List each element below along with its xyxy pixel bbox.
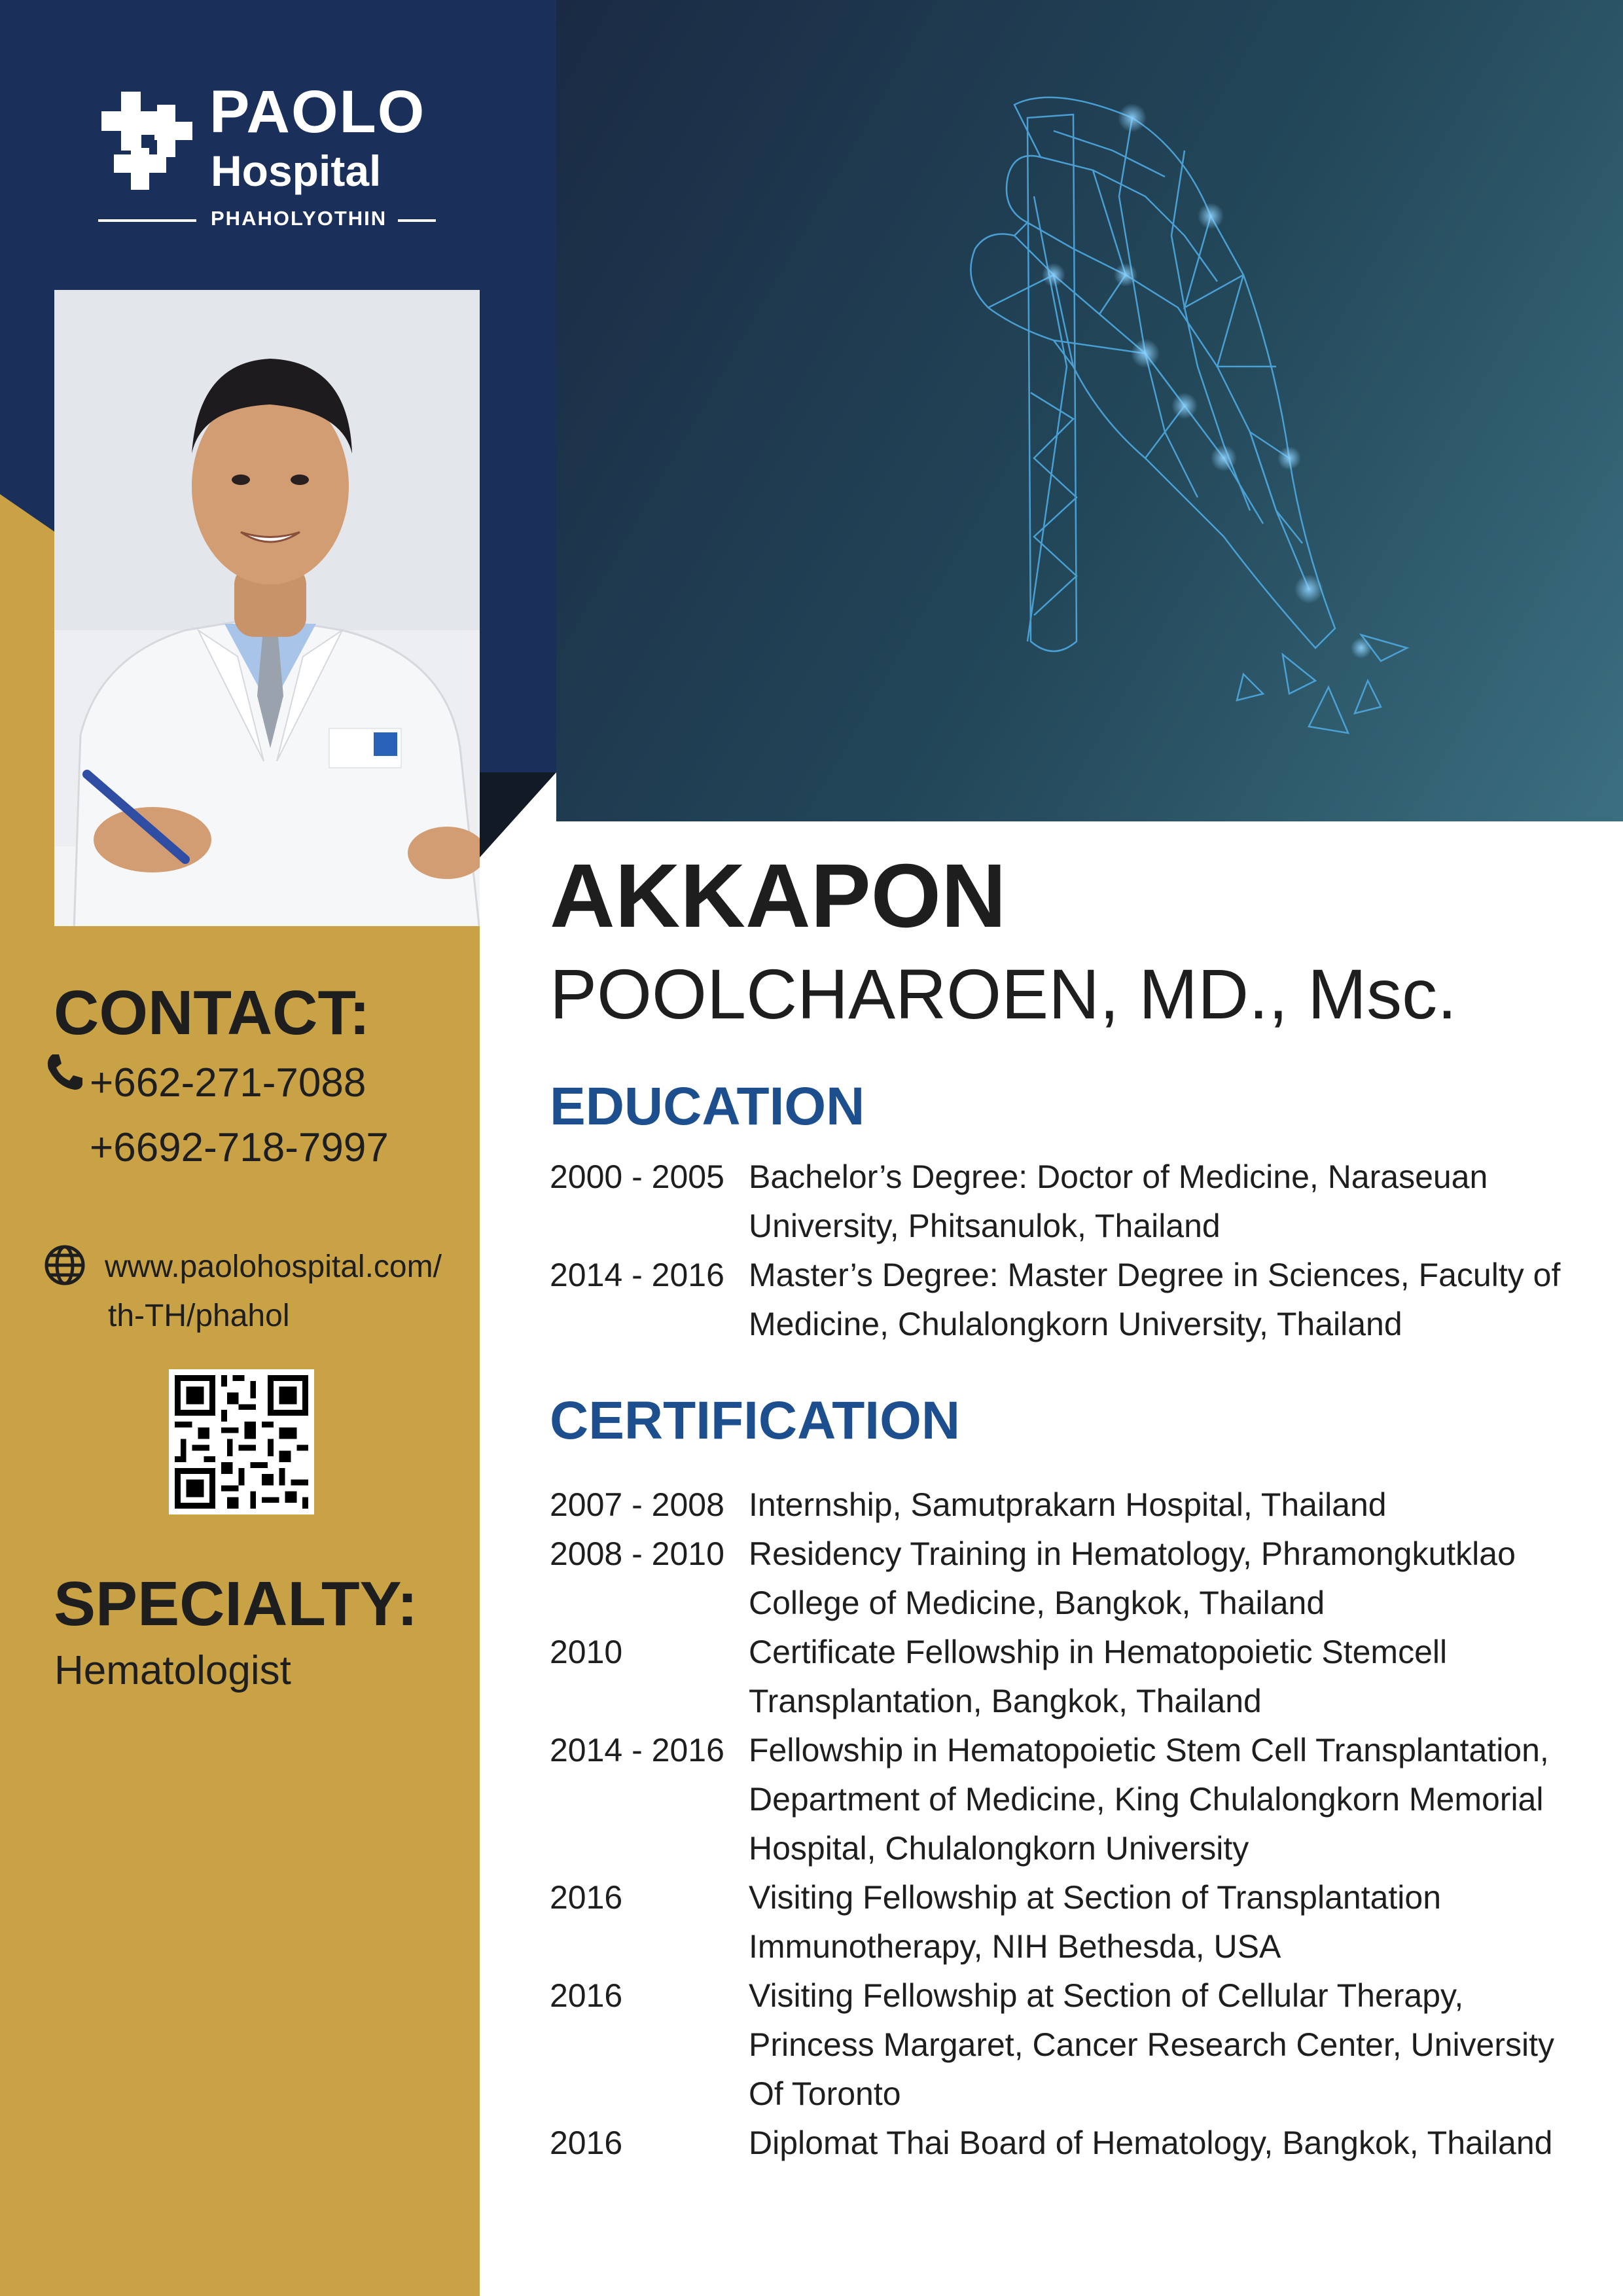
website-link-line-2[interactable]: th-TH/phahol [108, 1299, 290, 1333]
certification-entry [550, 1628, 1571, 1726]
entry-years: 2014 - 2016 [550, 1257, 724, 1293]
entry-description: Visiting Fellowship at Section of Transplantation Immunotherapy, NIH Bethesda, USA [749, 1879, 1442, 1965]
entry-years: 2000 - 2005 [550, 1158, 724, 1195]
education-heading: EDUCATION [550, 1077, 865, 1136]
phone-icon [43, 1050, 85, 1092]
logo-rule-left [98, 219, 196, 222]
specialty-heading: SPECIALTY: [54, 1569, 418, 1639]
entry-description: Master’s Degree: Master Degree in Sciences, Faculty of Medicine, Chulalongkorn University, Thailand [749, 1257, 1561, 1342]
doctor-photo [54, 290, 480, 926]
entry-years: 2007 - 2008 [550, 1486, 724, 1523]
specialty-value: Hematologist [54, 1648, 291, 1693]
entry-description: Residency Training in Hematology, Phramongkutklao College of Medicine, Bangkok, Thailand [749, 1535, 1516, 1621]
website-link-line-1[interactable]: www.paolohospital.com/ [105, 1249, 442, 1284]
entry-description: Bachelor’s Degree: Doctor of Medicine, Naraseuan University, Phitsanulok, Thailand [749, 1158, 1488, 1244]
globe-icon [43, 1244, 86, 1287]
contact-heading: CONTACT: [54, 978, 370, 1048]
education-entry [550, 1153, 1571, 1251]
banner-fold-shadow [480, 772, 556, 857]
phone-primary[interactable]: +662-271-7088 [90, 1060, 366, 1105]
certification-entry [550, 1971, 1571, 2119]
logo-name: PAOLO [209, 79, 426, 145]
entry-description: Fellowship in Hematopoietic Stem Cell Transplantation, Department of Medicine, King Chulalongkorn Memorial Hospital, Chulalongkorn University [749, 1732, 1549, 1867]
entry-description: Visiting Fellowship at Section of Cellular Therapy, Princess Margaret, Cancer Research Center, University Of Toronto [749, 1977, 1555, 2112]
education-entry [550, 1251, 1571, 1349]
qr-code[interactable] [169, 1369, 314, 1515]
entry-years: 2016 [550, 1977, 623, 2014]
entry-description: Diplomat Thai Board of Hematology, Bangkok, Thailand [749, 2125, 1553, 2161]
low-poly-hand-graphic [556, 0, 1623, 821]
hospital-cross-logo [98, 92, 200, 193]
entry-years: 2016 [550, 1879, 623, 1916]
entry-description: Certificate Fellowship in Hematopoietic Stemcell Transplantation, Bangkok, Thailand [749, 1634, 1448, 1719]
header-banner [556, 0, 1623, 821]
certification-entry [550, 2119, 1571, 2168]
logo-rule-right [398, 219, 436, 222]
certification-entry [550, 1530, 1571, 1628]
certification-entry [550, 1480, 1571, 1530]
doctor-last-name: POOLCHAROEN, MD., Msc. [550, 954, 1457, 1033]
entry-years: 2008 - 2010 [550, 1535, 724, 1572]
entry-years: 2016 [550, 2125, 623, 2161]
phone-secondary[interactable]: +6692-718-7997 [90, 1125, 389, 1170]
logo-branch: PHAHOLYOTHIN [211, 207, 387, 230]
certification-heading: CERTIFICATION [550, 1391, 961, 1450]
certification-entry [550, 1873, 1571, 1971]
entry-years: 2014 - 2016 [550, 1732, 724, 1768]
entry-description: Internship, Samutprakarn Hospital, Thailand [749, 1486, 1387, 1523]
doctor-first-name: AKKAPON [550, 846, 1007, 946]
entry-years: 2010 [550, 1634, 623, 1670]
certification-entry [550, 1726, 1571, 1873]
logo-subtitle: Hospital [211, 147, 382, 195]
